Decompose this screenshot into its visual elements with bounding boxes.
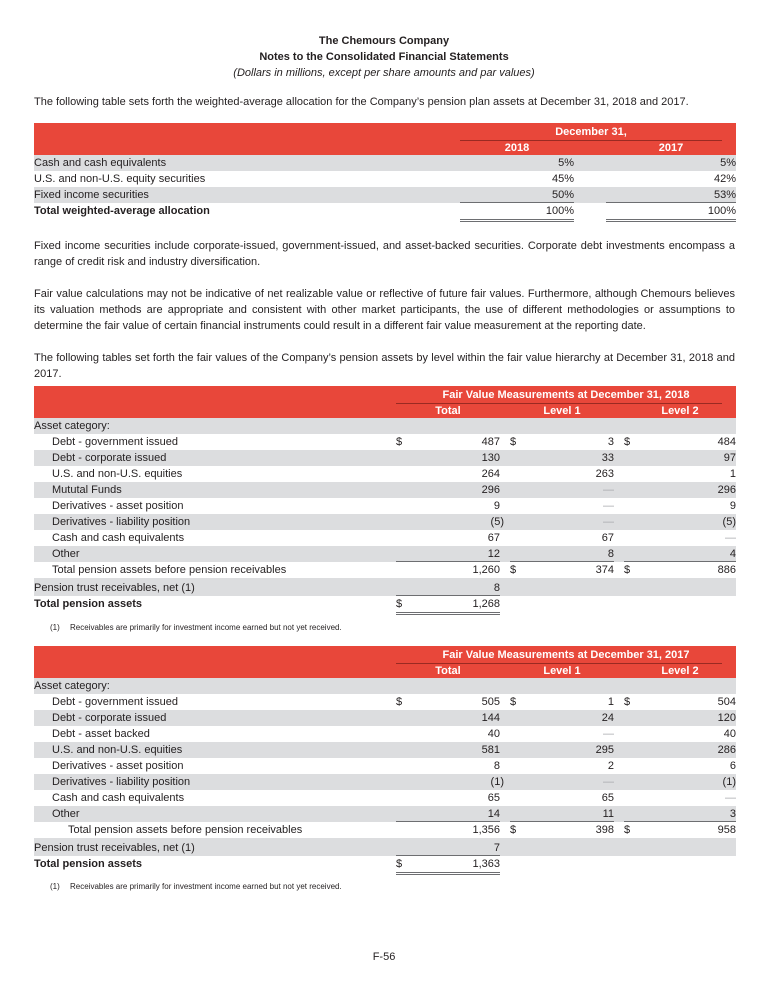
table-row <box>34 434 736 450</box>
value-level1: 263 <box>595 468 614 480</box>
value-2018: 100% <box>545 205 574 217</box>
value-level2: 4 <box>729 548 736 560</box>
value-level1: — <box>603 516 614 528</box>
dollar-sign: $ <box>510 696 517 708</box>
value-level1: 33 <box>601 452 614 464</box>
table-row <box>34 742 736 758</box>
row-label: Total weighted-average allocation <box>34 205 210 217</box>
value-level1: — <box>603 484 614 496</box>
table-row <box>34 514 736 530</box>
value-level2: 6 <box>729 760 736 772</box>
row-label: Debt - asset backed <box>52 728 150 740</box>
company-name: The Chemours Company <box>318 35 450 47</box>
table-row <box>34 498 736 514</box>
document-title: Notes to the Consolidated Financial Statements <box>259 51 509 63</box>
section-row <box>34 678 736 694</box>
row-label: Derivatives - liability position <box>52 516 191 528</box>
value-level1: 2 <box>607 760 614 772</box>
column-level1: Level 1 <box>543 405 581 417</box>
value-level1: 65 <box>601 792 614 804</box>
table-row <box>34 171 736 187</box>
row-label: Cash and cash equivalents <box>52 532 185 544</box>
footnote-2018 <box>50 623 342 633</box>
dollar-sign: $ <box>396 598 403 610</box>
value-2018: 5% <box>558 157 574 169</box>
value-2017: 5% <box>720 157 736 169</box>
row-label: Mututal Funds <box>52 484 122 496</box>
row-label: Cash and cash equivalents <box>52 792 185 804</box>
footnote-marker: (1) <box>50 882 60 891</box>
value-2018: 45% <box>551 173 574 185</box>
value-level2: 296 <box>717 484 736 496</box>
row-label: Debt - government issued <box>52 436 178 448</box>
fair-value-table-2018 <box>34 386 736 612</box>
value-total: (5) <box>490 516 504 528</box>
row-label: Total pension assets before pension receivables <box>68 824 303 836</box>
dollar-sign: $ <box>624 564 631 576</box>
value-total: 1,268 <box>472 598 500 610</box>
dollar-sign: $ <box>510 824 517 836</box>
document-subtitle: (Dollars in millions, except per share amounts and par values) <box>233 67 535 79</box>
value-level1: — <box>603 776 614 788</box>
table-row <box>34 187 736 203</box>
value-level2: 40 <box>723 728 736 740</box>
double-underline <box>460 219 574 222</box>
value-level2: — <box>725 792 736 804</box>
value-level1: 3 <box>607 436 614 448</box>
table-row <box>34 694 736 710</box>
intro-paragraph: The following table sets forth the weighted-average allocation for the Company’s pension plan assets at December 31, 2018 and 2017. <box>34 96 689 108</box>
value-total: 1,260 <box>472 564 500 576</box>
value-total: 40 <box>487 728 500 740</box>
row-label: Fixed income securities <box>34 189 149 201</box>
fv2018-table-header <box>34 386 736 418</box>
value-level1: 24 <box>601 712 614 724</box>
allocation-table <box>34 123 736 219</box>
footnote-marker: (1) <box>50 623 60 632</box>
value-total: 8 <box>493 582 500 594</box>
table-row <box>34 710 736 726</box>
value-2018: 50% <box>551 189 574 201</box>
value-level2: (5) <box>722 516 736 528</box>
value-level2: 484 <box>717 436 736 448</box>
column-2018: 2018 <box>504 142 530 154</box>
value-level1: 398 <box>595 824 614 836</box>
page-number: F-56 <box>372 951 396 963</box>
value-total: 7 <box>493 842 500 854</box>
table-row <box>34 806 736 822</box>
row-label: Other <box>52 548 80 560</box>
row-label: Derivatives - liability position <box>52 776 191 788</box>
value-level1: 374 <box>595 564 614 576</box>
allocation-table-header <box>34 123 736 155</box>
table-row <box>34 758 736 774</box>
value-total: 581 <box>481 744 500 756</box>
row-label: Pension trust receivables, net (1) <box>34 842 195 854</box>
table-row <box>34 482 736 498</box>
row-label: U.S. and non-U.S. equities <box>52 468 183 480</box>
column-level2: Level 2 <box>661 665 699 677</box>
value-level1: — <box>603 728 614 740</box>
row-label: U.S. and non-U.S. equity securities <box>34 173 206 185</box>
value-total: 264 <box>481 468 500 480</box>
paragraph-fixed-income: Fixed income securities include corporate-issued, government-issued, and asset-backed securities. Corporate debt investments encompass a range of credit risk and industry diversification. <box>34 240 735 268</box>
footnote-2017 <box>50 882 342 892</box>
double-underline <box>606 219 736 222</box>
table-row <box>34 774 736 790</box>
row-label: Derivatives - asset position <box>52 500 184 512</box>
row-label: Total pension assets before pension receivables <box>52 564 287 576</box>
row-label: Total pension assets <box>34 598 142 610</box>
table-row <box>34 726 736 742</box>
footnote-text: Receivables are primarily for investment income earned but not yet received. <box>70 623 342 632</box>
double-underline <box>396 872 500 875</box>
row-label: Debt - corporate issued <box>52 452 167 464</box>
dollar-sign: $ <box>396 696 403 708</box>
value-level1: 67 <box>601 532 614 544</box>
value-total: (1) <box>490 776 504 788</box>
column-total: Total <box>435 665 461 677</box>
row-label: Other <box>52 808 80 820</box>
value-total: 505 <box>481 696 500 708</box>
value-level2: 1 <box>729 468 736 480</box>
table-row-total <box>34 203 736 219</box>
dollar-sign: $ <box>510 436 517 448</box>
subtotal-row <box>34 822 736 838</box>
value-level1: — <box>603 500 614 512</box>
table-row <box>34 530 736 546</box>
column-level2: Level 2 <box>661 405 699 417</box>
value-level1: 295 <box>595 744 614 756</box>
paragraph-fair-value-tables: The following tables set forth the fair values of the Company’s pension assets by level within the fair value hierarchy at December 31, 2018 and 2017. <box>34 352 735 380</box>
value-2017: 42% <box>713 173 736 185</box>
value-level1: 1 <box>607 696 614 708</box>
row-label: Cash and cash equivalents <box>34 157 167 169</box>
value-level2: 3 <box>729 808 736 820</box>
value-level2: 9 <box>729 500 736 512</box>
table-row <box>34 155 736 171</box>
table-row <box>34 450 736 466</box>
receivables-row <box>34 578 736 596</box>
fair-value-table-2017 <box>34 646 736 872</box>
row-label: Debt - corporate issued <box>52 712 167 724</box>
dollar-sign: $ <box>624 436 631 448</box>
dollar-sign: $ <box>624 696 631 708</box>
value-total: 144 <box>481 712 500 724</box>
column-2017: 2017 <box>658 142 684 154</box>
table-row <box>34 546 736 562</box>
paragraph-fair-value: Fair value calculations may not be indicative of net realizable value or reflective of future fair values. Furthermore, although Chemours believes its valuation methods are appropriate and consistent with other market participants, the use of different methodologies or assumptions to determine the fair value of certain financial instruments could result in a different fair value measurement at the reporting date. <box>34 288 735 332</box>
footnote-text: Receivables are primarily for investment income earned but not yet received. <box>70 882 342 891</box>
value-total: 130 <box>481 452 500 464</box>
row-label: U.S. and non-U.S. equities <box>52 744 183 756</box>
value-level2: 286 <box>717 744 736 756</box>
dollar-sign: $ <box>396 436 403 448</box>
dollar-sign: $ <box>624 824 631 836</box>
section-label: Asset category: <box>34 420 110 432</box>
value-total: 12 <box>487 548 500 560</box>
dollar-sign: $ <box>396 858 403 870</box>
value-total: 9 <box>493 500 500 512</box>
value-level2: 120 <box>717 712 736 724</box>
value-2017: 53% <box>713 189 736 201</box>
value-level2: (1) <box>722 776 736 788</box>
fv2017-table-header <box>34 646 736 678</box>
value-total: 487 <box>481 436 500 448</box>
section-label: Asset category: <box>34 680 110 692</box>
table-row <box>34 790 736 806</box>
value-total: 8 <box>493 760 500 772</box>
grand-total-row <box>34 596 736 612</box>
fv2017-group-header: Fair Value Measurements at December 31, 2017 <box>442 649 690 661</box>
receivables-row <box>34 838 736 856</box>
table-row <box>34 466 736 482</box>
subtotal-row <box>34 562 736 578</box>
row-label: Debt - government issued <box>52 696 178 708</box>
column-total: Total <box>435 405 461 417</box>
value-total: 1,363 <box>472 858 500 870</box>
value-level2: 504 <box>717 696 736 708</box>
value-total: 14 <box>487 808 500 820</box>
value-total: 1,356 <box>472 824 500 836</box>
value-total: 65 <box>487 792 500 804</box>
double-underline <box>396 612 500 615</box>
value-level1: 11 <box>602 808 614 820</box>
value-level2: — <box>725 532 736 544</box>
section-row <box>34 418 736 434</box>
value-level2: 97 <box>723 452 736 464</box>
grand-total-row <box>34 856 736 872</box>
column-level1: Level 1 <box>543 665 581 677</box>
dollar-sign: $ <box>510 564 517 576</box>
value-2017: 100% <box>707 205 736 217</box>
row-label: Derivatives - asset position <box>52 760 184 772</box>
row-label: Pension trust receivables, net (1) <box>34 582 195 594</box>
value-level1: 8 <box>607 548 614 560</box>
value-total: 67 <box>487 532 500 544</box>
value-level2: 958 <box>717 824 736 836</box>
value-level2: 886 <box>717 564 736 576</box>
allocation-group-header: December 31, <box>555 126 627 138</box>
row-label: Total pension assets <box>34 858 142 870</box>
value-total: 296 <box>481 484 500 496</box>
fv2018-group-header: Fair Value Measurements at December 31, 2018 <box>442 389 690 401</box>
